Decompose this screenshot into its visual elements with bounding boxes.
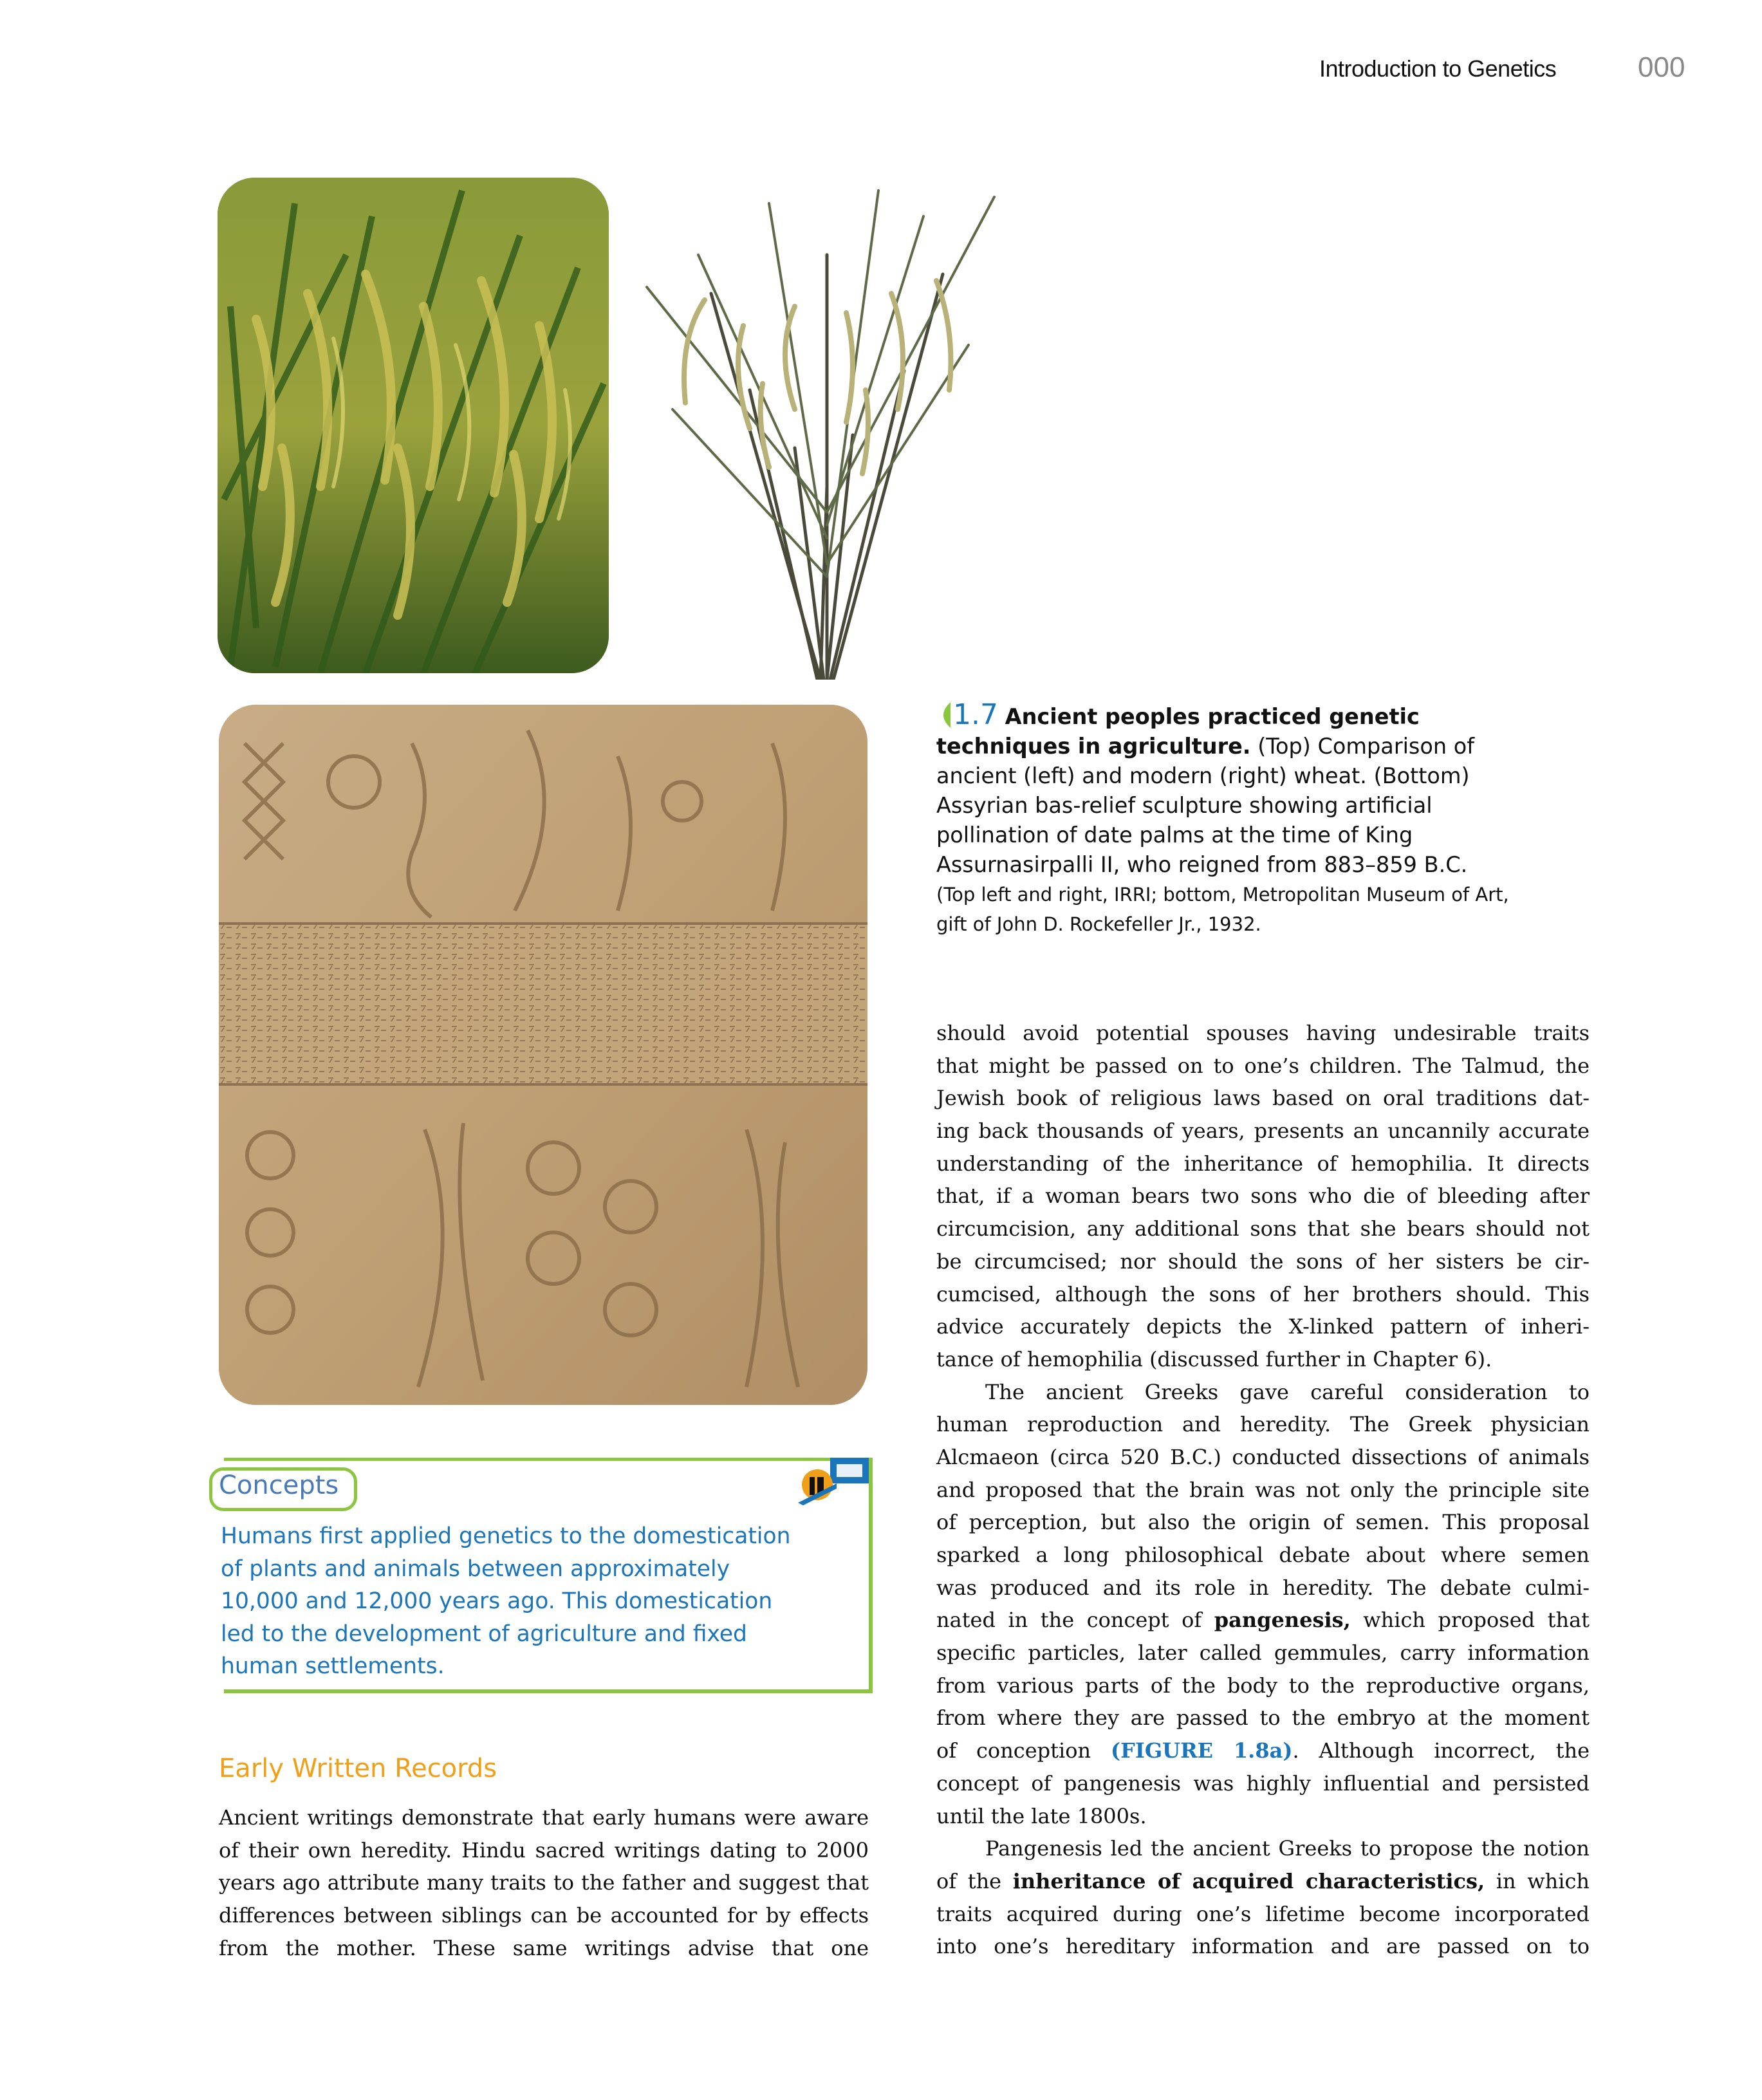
caption-line	[936, 732, 1561, 761]
caption-credit: (Top left and right, IRRI; bottom, Metropolitan Museum of Art,	[936, 884, 1509, 906]
figure-title-part2: techniques in agriculture.	[936, 734, 1251, 759]
body-line: into one’s hereditary information and are passed on to	[936, 1934, 1590, 1959]
interactive-logo-icon	[798, 1458, 869, 1522]
concepts-line: led to the development of agriculture and fixed	[221, 1621, 747, 1647]
body-line: advice accurately depicts the X-linked pattern of inheri-	[936, 1314, 1590, 1339]
figure-caption	[936, 700, 1561, 939]
body-line	[936, 1604, 1590, 1637]
body-line: be circumcised; nor should the sons of her sisters be cir-	[936, 1249, 1590, 1274]
body-line: and proposed that the brain was not only the principle site	[936, 1477, 1590, 1502]
body-line: The ancient Greeks gave careful consideration to	[985, 1379, 1590, 1404]
body-text: of the	[936, 1868, 1013, 1893]
ancient-wheat-photo	[218, 178, 609, 673]
body-line: Pangenesis led the ancient Greeks to propose the notion	[985, 1836, 1590, 1861]
body-line: of their own heredity. Hindu sacred writings dating to 2000	[219, 1837, 869, 1863]
page-number: 000	[1638, 51, 1685, 83]
body-line: ing back thousands of years, presents an uncannily accurate	[936, 1119, 1590, 1144]
right-body-text	[936, 1017, 1590, 1963]
body-line: was produced and its role in heredity. The debate culmi-	[936, 1575, 1590, 1600]
body-line: until the late 1800s.	[936, 1803, 1147, 1828]
running-head: Introduction to Genetics	[1319, 55, 1557, 82]
body-text: in which	[1485, 1868, 1590, 1893]
concepts-line: Humans first applied genetics to the domestication	[221, 1523, 791, 1549]
body-line: of perception, but also the origin of semen. This proposal	[936, 1510, 1590, 1535]
body-line: traits acquired during one’s lifetime become incorporated	[936, 1901, 1590, 1926]
concepts-line: 10,000 and 12,000 years ago. This domestication	[221, 1588, 773, 1614]
body-line: Jewish book of religious laws based on oral traditions dat-	[936, 1086, 1590, 1111]
body-line: from various parts of the body to the reproductive organs,	[936, 1673, 1590, 1698]
body-line: cumcised, although the sons of her brothers should. This	[936, 1281, 1590, 1306]
body-line: understanding of the inheritance of hemophilia. It directs	[936, 1151, 1590, 1176]
caption-line: ancient (left) and modern (right) wheat. (Bottom)	[936, 763, 1470, 788]
key-term-acquired-characteristics: inheritance of acquired characteristics,	[1012, 1868, 1485, 1893]
assyrian-bas-relief-photo	[219, 705, 867, 1405]
caption-text: (Top) Comparison of	[1257, 734, 1475, 759]
body-line: tance of hemophilia (discussed further in Chapter 6).	[936, 1346, 1492, 1371]
body-line: sparked a long philosophical debate about where semen	[936, 1543, 1590, 1567]
body-line: Ancient writings demonstrate that early humans were aware	[219, 1805, 869, 1830]
body-line: human reproduction and heredity. The Greek physician	[936, 1412, 1590, 1437]
body-line	[936, 1865, 1590, 1898]
body-line: concept of pangenesis was highly influential and persisted	[936, 1770, 1590, 1796]
caption-line: Assyrian bas-relief sculpture showing artificial	[936, 793, 1433, 818]
body-line: circumcision, any additional sons that she bears should not	[936, 1216, 1590, 1241]
figure-reference-link[interactable]: (FIGURE 1.8a)	[1111, 1738, 1293, 1763]
body-line: differences between siblings can be accounted for by effects	[219, 1903, 869, 1928]
body-text: nated in the concept of	[936, 1608, 1214, 1633]
concepts-line: human settlements.	[221, 1653, 445, 1679]
body-text: which proposed that	[1350, 1608, 1590, 1633]
caption-line: Assurnasirpalli II, who reigned from 883–859 B.C.	[936, 852, 1468, 877]
caption-line: pollination of date palms at the time of King	[936, 822, 1413, 848]
body-text: . Although incorrect, the	[1292, 1738, 1590, 1763]
body-line: from the mother. These same writings advise that one	[219, 1935, 869, 1960]
body-line: specific particles, later called gemmules, carry information	[936, 1640, 1590, 1666]
caption-title-line	[936, 700, 1561, 732]
body-line: years ago attribute many traits to the father and suggest that	[219, 1870, 869, 1895]
body-line	[936, 1734, 1590, 1767]
body-line: from where they are passed to the embryo at the moment	[936, 1705, 1590, 1731]
left-body-text	[219, 1801, 869, 1964]
body-line: that might be passed on to one’s children. The Talmud, the	[936, 1053, 1590, 1078]
key-term-pangenesis: pangenesis,	[1214, 1608, 1351, 1633]
figure-marker-icon	[936, 702, 951, 728]
section-heading: Early Written Records	[219, 1754, 497, 1783]
caption-credit: gift of John D. Rockefeller Jr., 1932.	[936, 913, 1261, 935]
body-line: should avoid potential spouses having undesirable traits	[936, 1021, 1590, 1045]
modern-wheat-photo	[634, 178, 1020, 680]
concepts-heading: Concepts	[219, 1471, 339, 1500]
concepts-line: of plants and animals between approximately	[221, 1556, 730, 1582]
figure-number: 1.7	[953, 698, 998, 731]
figure-title-part1: Ancient peoples practiced genetic	[1005, 704, 1420, 729]
body-text: of conception	[936, 1738, 1111, 1763]
body-line: that, if a woman bears two sons who die of bleeding after	[936, 1184, 1590, 1209]
concepts-text	[221, 1520, 819, 1683]
body-line: Alcmaeon (circa 520 B.C.) conducted dissections of animals	[936, 1444, 1590, 1469]
